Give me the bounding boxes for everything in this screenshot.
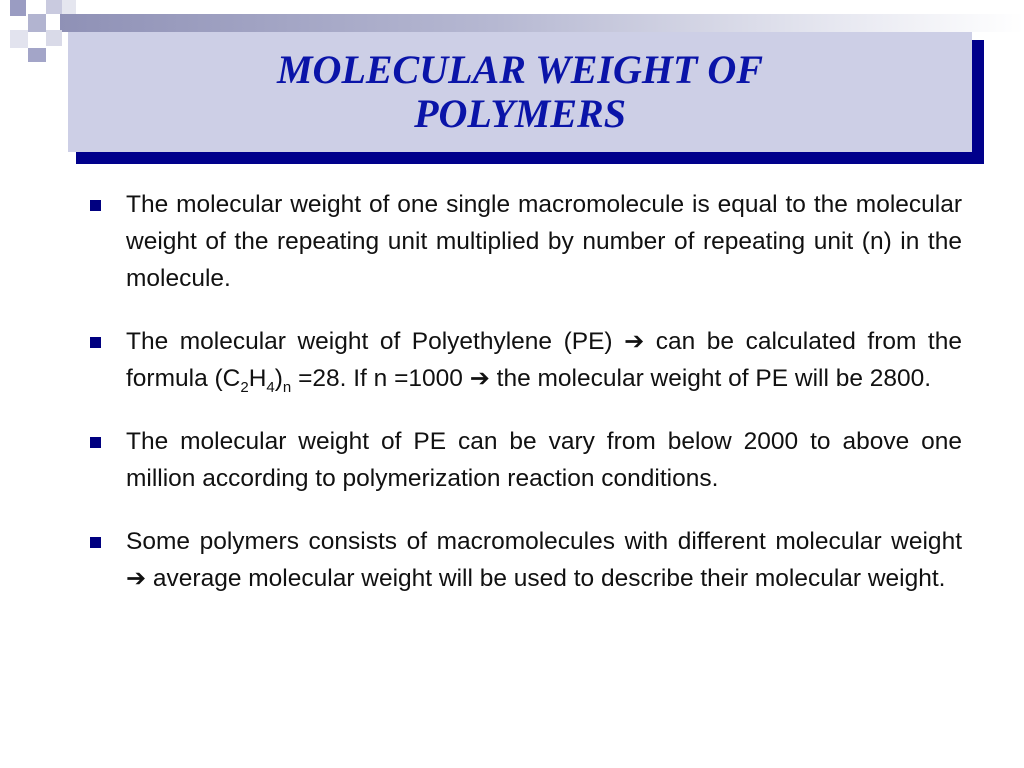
decorative-square	[10, 30, 28, 48]
decorative-square	[28, 48, 46, 62]
subscript: 4	[266, 378, 275, 396]
right-arrow-icon: ➔	[126, 565, 147, 592]
square-bullet-icon	[90, 337, 101, 348]
bullet-text: The molecular weight of Polyethylene (PE)	[126, 328, 613, 355]
bullet-text: average molecular weight will be used to describe their molecular weight.	[152, 565, 946, 592]
decorative-square	[28, 14, 46, 32]
subscript: n	[282, 378, 292, 396]
square-bullet-icon	[90, 200, 101, 211]
bullet-item-1	[88, 186, 962, 297]
decorative-square	[46, 30, 62, 46]
title-box	[68, 32, 972, 152]
bullet-item-3	[88, 423, 962, 497]
bullet-item-2	[88, 323, 962, 397]
subscript: 2	[240, 378, 249, 396]
decorative-square	[62, 0, 76, 14]
right-arrow-icon: ➔	[469, 365, 490, 392]
bullet-text: =28. If n =1000	[298, 365, 463, 392]
square-bullet-icon	[90, 537, 101, 548]
bullet-text: the molecular weight of PE will be 2800.	[496, 365, 932, 392]
bullet-text: Some polymers consists of macromolecules with different molecular weight	[126, 528, 962, 555]
decorative-square	[46, 0, 62, 14]
bullet-text: H	[248, 365, 267, 392]
bullet-text: )	[274, 365, 283, 392]
top-gradient-bar	[60, 14, 1024, 32]
bullet-item-4	[88, 523, 962, 597]
bullet-text: can be calculated from the formula (C	[126, 328, 962, 392]
slide-title: MOLECULAR WEIGHT OF POLYMERS	[276, 47, 763, 136]
bullet-text: The molecular weight of one single macromolecule is equal to the molecular weight of the repeating unit multiplied by number of repeating unit (n) in the molecule.	[126, 191, 962, 292]
bullet-list	[88, 186, 962, 623]
bullet-text: The molecular weight of PE can be vary from below 2000 to above one million according to polymerization reaction conditions.	[126, 428, 962, 492]
decorative-square	[10, 0, 26, 16]
right-arrow-icon: ➔	[624, 328, 645, 355]
square-bullet-icon	[90, 437, 101, 448]
